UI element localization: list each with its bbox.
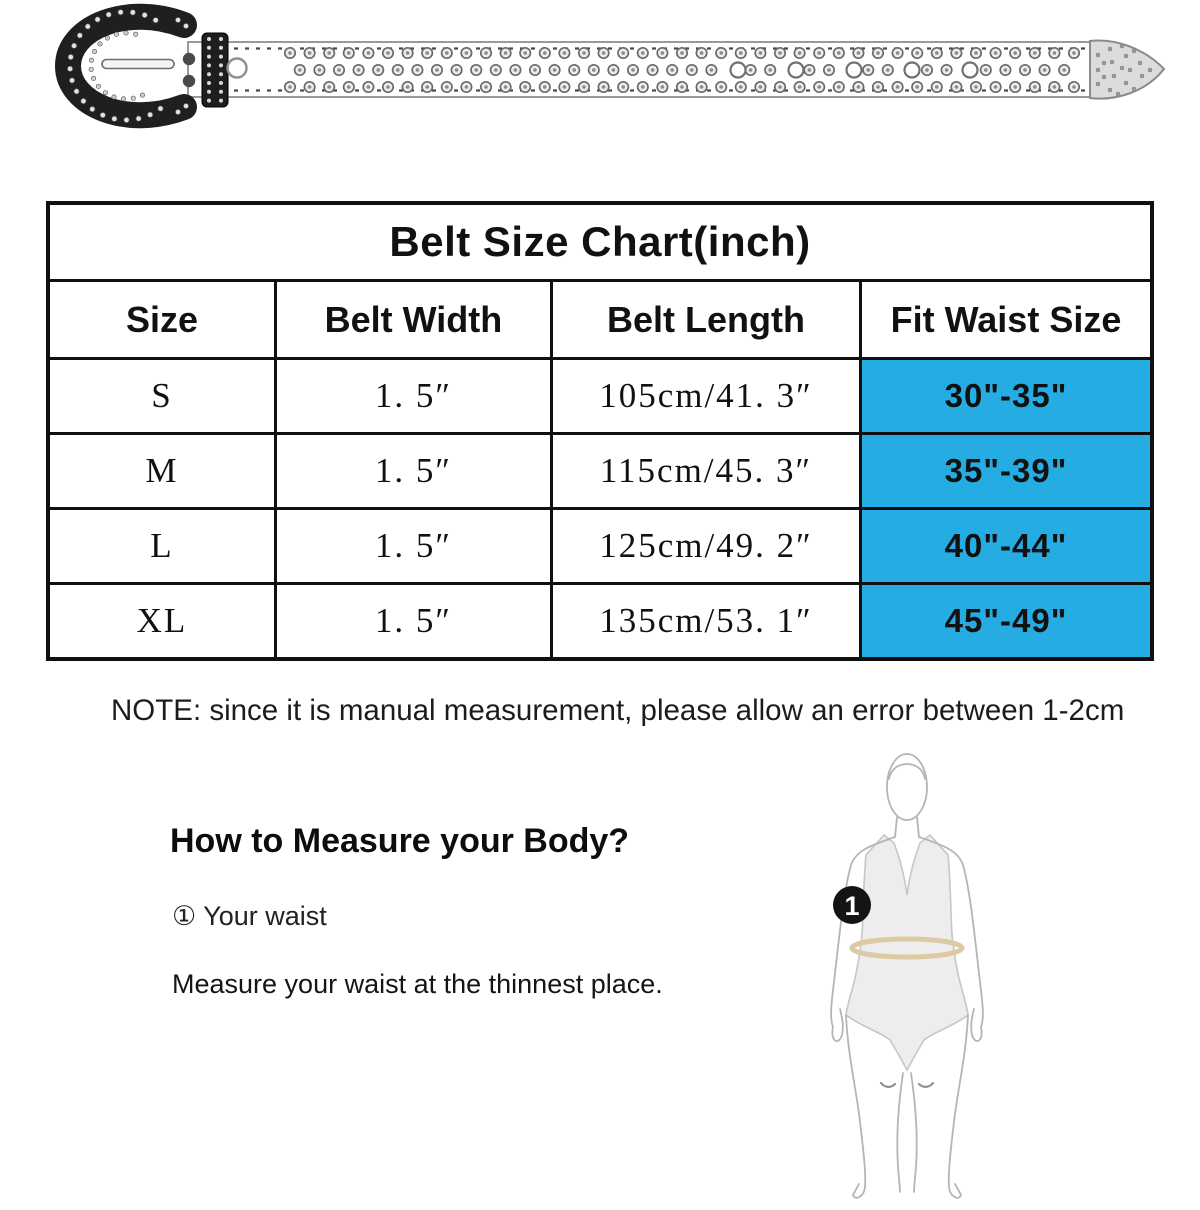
decor-dot: [219, 99, 223, 103]
decor-dot: [1096, 82, 1100, 86]
decor-dot: [131, 96, 135, 100]
decor-dot: [808, 68, 812, 72]
decor-dot: [896, 51, 900, 55]
size-value: XL: [48, 584, 275, 660]
decor-dot: [484, 51, 488, 55]
decor-dot: [1004, 68, 1008, 72]
decor-dot: [98, 42, 102, 46]
decor-dot: [219, 46, 223, 50]
decor-dot: [621, 51, 625, 55]
decor-dot: [1120, 44, 1124, 48]
decor-dot: [425, 51, 429, 55]
belt-width-value: 1. 5″: [275, 434, 551, 509]
decor-dot: [514, 68, 518, 72]
decor-dot: [1108, 88, 1112, 92]
decor-dot: [183, 103, 188, 108]
decor-dot: [1053, 51, 1057, 55]
decor-dot: [85, 24, 90, 29]
decor-dot: [974, 51, 978, 55]
decor-dot: [124, 117, 129, 122]
decor-dot: [465, 85, 469, 89]
decor-dot: [1112, 74, 1116, 78]
decor-dot: [219, 90, 223, 94]
decor-dot: [95, 17, 100, 22]
decor-dot: [337, 68, 341, 72]
table-row-xl: [48, 584, 1152, 660]
decor-dot: [1132, 49, 1136, 53]
belt-tip: [1090, 40, 1164, 98]
decor-dot: [96, 84, 100, 88]
decor-dot: [994, 51, 998, 55]
decor-dot: [175, 17, 180, 22]
decor-dot: [74, 89, 79, 94]
decor-dot: [847, 63, 862, 78]
decor-dot: [984, 68, 988, 72]
decor-dot: [207, 55, 211, 59]
decor-dot: [147, 112, 152, 117]
decor-dot: [207, 63, 211, 67]
decor-dot: [955, 85, 959, 89]
decor-dot: [112, 116, 117, 121]
decor-dot: [219, 72, 223, 76]
studded-belt-icon: [38, 0, 1168, 140]
decor-dot: [142, 12, 147, 17]
decor-dot: [700, 51, 704, 55]
decor-dot: [896, 85, 900, 89]
decor-dot: [935, 85, 939, 89]
decor-dot: [759, 51, 763, 55]
decor-dot: [749, 68, 753, 72]
figure-inner-legs: [897, 1073, 917, 1192]
decor-dot: [288, 51, 292, 55]
decor-dot: [651, 68, 655, 72]
decor-dot: [935, 51, 939, 55]
decor-dot: [680, 85, 684, 89]
decor-dot: [553, 68, 557, 72]
figure-left-leg: [846, 1015, 865, 1198]
decor-dot: [817, 51, 821, 55]
decor-dot: [543, 85, 547, 89]
size-value: L: [48, 509, 275, 584]
belt-width-value: 1. 5″: [275, 584, 551, 660]
col-header-belt-width: Belt Width: [275, 281, 551, 359]
decor-dot: [1096, 68, 1100, 72]
table-title-row: [48, 203, 1152, 281]
decor-dot: [621, 85, 625, 89]
decor-dot: [207, 46, 211, 50]
decor-dot: [219, 55, 223, 59]
measure-guide-heading: How to Measure your Body?: [170, 822, 630, 860]
belt-length-value: 115cm/45. 3″: [551, 434, 860, 509]
decor-dot: [612, 68, 616, 72]
decor-dot: [876, 85, 880, 89]
decor-dot: [563, 85, 567, 89]
decor-dot: [153, 18, 158, 23]
decor-dot: [445, 85, 449, 89]
decor-dot: [357, 68, 361, 72]
decor-dot: [103, 90, 107, 94]
decor-dot: [396, 68, 400, 72]
decor-dot: [817, 85, 821, 89]
decor-dot: [857, 51, 861, 55]
decor-dot: [308, 85, 312, 89]
measure-step-1-description: Measure your waist at the thinnest place.: [172, 969, 663, 999]
decor-dot: [661, 85, 665, 89]
decor-dot: [219, 81, 223, 85]
decor-dot: [92, 49, 96, 53]
decor-dot: [963, 63, 978, 78]
decor-dot: [133, 32, 137, 36]
decor-dot: [974, 85, 978, 89]
decor-dot: [207, 90, 211, 94]
decor-dot: [798, 85, 802, 89]
decor-dot: [207, 81, 211, 85]
decor-dot: [406, 85, 410, 89]
decor-dot: [183, 23, 188, 28]
decor-dot: [71, 43, 76, 48]
figure-right-leg: [949, 1015, 968, 1198]
fit-waist-value: 45"-49": [861, 584, 1152, 660]
decor-dot: [90, 106, 95, 111]
decor-dot: [207, 37, 211, 41]
decor-dot: [641, 85, 645, 89]
decor-dot: [543, 51, 547, 55]
decor-dot: [136, 116, 141, 121]
decor-dot: [474, 68, 478, 72]
decor-dot: [318, 68, 322, 72]
decor-dot: [67, 66, 72, 71]
decor-dot: [105, 36, 109, 40]
decor-dot: [308, 51, 312, 55]
belt-width-value: 1. 5″: [275, 359, 551, 434]
decor-dot: [837, 51, 841, 55]
decor-dot: [670, 68, 674, 72]
decor-dot: [1148, 68, 1152, 72]
decor-dot: [798, 51, 802, 55]
decor-dot: [1102, 61, 1106, 65]
fit-waist-value: 35"-39": [861, 434, 1152, 509]
decor-dot: [768, 68, 772, 72]
decor-dot: [158, 106, 163, 111]
decor-dot: [778, 51, 782, 55]
decor-dot: [886, 68, 890, 72]
decor-dot: [118, 10, 123, 15]
decor-dot: [1043, 68, 1047, 72]
decor-dot: [1132, 87, 1136, 91]
belt-keeper: [202, 33, 228, 107]
decor-dot: [504, 51, 508, 55]
decor-dot: [367, 85, 371, 89]
decor-dot: [1108, 47, 1112, 51]
decor-dot: [582, 51, 586, 55]
decor-dot: [219, 63, 223, 67]
decor-dot: [386, 85, 390, 89]
decor-dot: [406, 51, 410, 55]
decor-dot: [533, 68, 537, 72]
decor-dot: [347, 51, 351, 55]
decor-dot: [504, 85, 508, 89]
decor-dot: [1072, 51, 1076, 55]
belt-width-value: 1. 5″: [275, 509, 551, 584]
decor-dot: [1124, 54, 1128, 58]
decor-dot: [876, 51, 880, 55]
decor-dot: [416, 68, 420, 72]
decor-dot: [1053, 85, 1057, 89]
table-row-s: [48, 359, 1152, 434]
decor-dot: [945, 68, 949, 72]
decor-dot: [563, 51, 567, 55]
belt-illustration: [38, 0, 1168, 140]
decor-dot: [731, 63, 746, 78]
decor-dot: [680, 51, 684, 55]
col-header-fit-waist: Fit Waist Size: [861, 281, 1152, 359]
body-silhouette-illustration: [770, 735, 1070, 1205]
decor-dot: [641, 51, 645, 55]
decor-dot: [602, 85, 606, 89]
decor-dot: [435, 68, 439, 72]
decor-dot: [778, 85, 782, 89]
decor-dot: [582, 85, 586, 89]
decor-dot: [1110, 60, 1114, 64]
decor-dot: [994, 85, 998, 89]
decor-dot: [81, 98, 86, 103]
decor-dot: [1023, 68, 1027, 72]
decor-dot: [207, 99, 211, 103]
decor-dot: [1120, 66, 1124, 70]
decor-dot: [925, 68, 929, 72]
decor-dot: [857, 85, 861, 89]
decor-dot: [207, 72, 211, 76]
decor-dot: [114, 32, 118, 36]
buckle-prong: [102, 60, 174, 69]
decor-dot: [494, 68, 498, 72]
decor-dot: [91, 76, 95, 80]
decor-dot: [425, 85, 429, 89]
decor-dot: [1102, 75, 1106, 79]
decor-dot: [827, 68, 831, 72]
fit-waist-value: 30"-35": [861, 359, 1152, 434]
belt-grommet: [228, 59, 247, 78]
decor-dot: [69, 78, 74, 83]
waist-marker-number: 1: [844, 891, 860, 921]
size-chart-title: Belt Size Chart(inch): [48, 203, 1152, 281]
measure-step-1-label: ① Your waist: [172, 901, 327, 931]
decor-dot: [68, 54, 73, 59]
decor-dot: [592, 68, 596, 72]
decor-dot: [1138, 61, 1142, 65]
decor-dot: [700, 85, 704, 89]
table-row-m: [48, 434, 1152, 509]
decor-dot: [376, 68, 380, 72]
decor-dot: [130, 10, 135, 15]
decor-dot: [955, 51, 959, 55]
decor-dot: [602, 51, 606, 55]
decor-dot: [455, 68, 459, 72]
decor-dot: [89, 67, 93, 71]
decor-dot: [112, 95, 116, 99]
belt-snap-stud: [183, 53, 195, 65]
decor-dot: [1096, 53, 1100, 57]
decor-dot: [327, 85, 331, 89]
decor-dot: [905, 63, 920, 78]
decor-dot: [1124, 81, 1128, 85]
decor-dot: [837, 85, 841, 89]
decor-dot: [1116, 92, 1120, 96]
decor-dot: [1062, 68, 1066, 72]
decor-dot: [121, 97, 125, 101]
decor-dot: [484, 85, 488, 89]
decor-dot: [690, 68, 694, 72]
decor-dot: [465, 51, 469, 55]
female-body-silhouette-icon: [770, 735, 1070, 1205]
decor-dot: [327, 51, 331, 55]
decor-dot: [386, 51, 390, 55]
decor-dot: [523, 85, 527, 89]
decor-dot: [106, 12, 111, 17]
decor-dot: [124, 31, 128, 35]
decor-dot: [298, 68, 302, 72]
decor-dot: [710, 68, 714, 72]
belt-length-value: 135cm/53. 1″: [551, 584, 860, 660]
decor-dot: [1033, 51, 1037, 55]
decor-dot: [1128, 68, 1132, 72]
fit-waist-value: 40"-44": [861, 509, 1152, 584]
col-header-size: Size: [48, 281, 275, 359]
decor-dot: [915, 51, 919, 55]
decor-dot: [140, 93, 144, 97]
decor-dot: [100, 112, 105, 117]
decor-dot: [523, 51, 527, 55]
table-row-l: [48, 509, 1152, 584]
decor-dot: [445, 51, 449, 55]
decor-dot: [367, 51, 371, 55]
decor-dot: [1072, 85, 1076, 89]
size-value: S: [48, 359, 275, 434]
decor-dot: [915, 85, 919, 89]
decor-dot: [219, 37, 223, 41]
figure-knee-marks: [881, 1083, 933, 1087]
decor-dot: [866, 68, 870, 72]
decor-dot: [631, 68, 635, 72]
measurement-note: NOTE: since it is manual measurement, please allow an error between 1-2cm: [111, 694, 1125, 727]
decor-dot: [719, 85, 723, 89]
decor-dot: [89, 58, 93, 62]
belt-length-value: 105cm/41. 3″: [551, 359, 860, 434]
decor-dot: [1140, 74, 1144, 78]
decor-dot: [1013, 51, 1017, 55]
decor-dot: [739, 85, 743, 89]
col-header-belt-length: Belt Length: [551, 281, 860, 359]
figure-hairline: [889, 764, 925, 779]
table-header-row: [48, 281, 1152, 359]
decor-dot: [1013, 85, 1017, 89]
belt-size-chart-table: [46, 201, 1154, 661]
decor-dot: [789, 63, 804, 78]
decor-dot: [719, 51, 723, 55]
size-value: M: [48, 434, 275, 509]
decor-dot: [572, 68, 576, 72]
decor-dot: [759, 85, 763, 89]
decor-dot: [175, 109, 180, 114]
decor-dot: [347, 85, 351, 89]
decor-dot: [288, 85, 292, 89]
decor-dot: [739, 51, 743, 55]
decor-dot: [661, 51, 665, 55]
decor-dot: [77, 33, 82, 38]
belt-snap-stud: [183, 75, 195, 87]
decor-dot: [1033, 85, 1037, 89]
belt-length-value: 125cm/49. 2″: [551, 509, 860, 584]
